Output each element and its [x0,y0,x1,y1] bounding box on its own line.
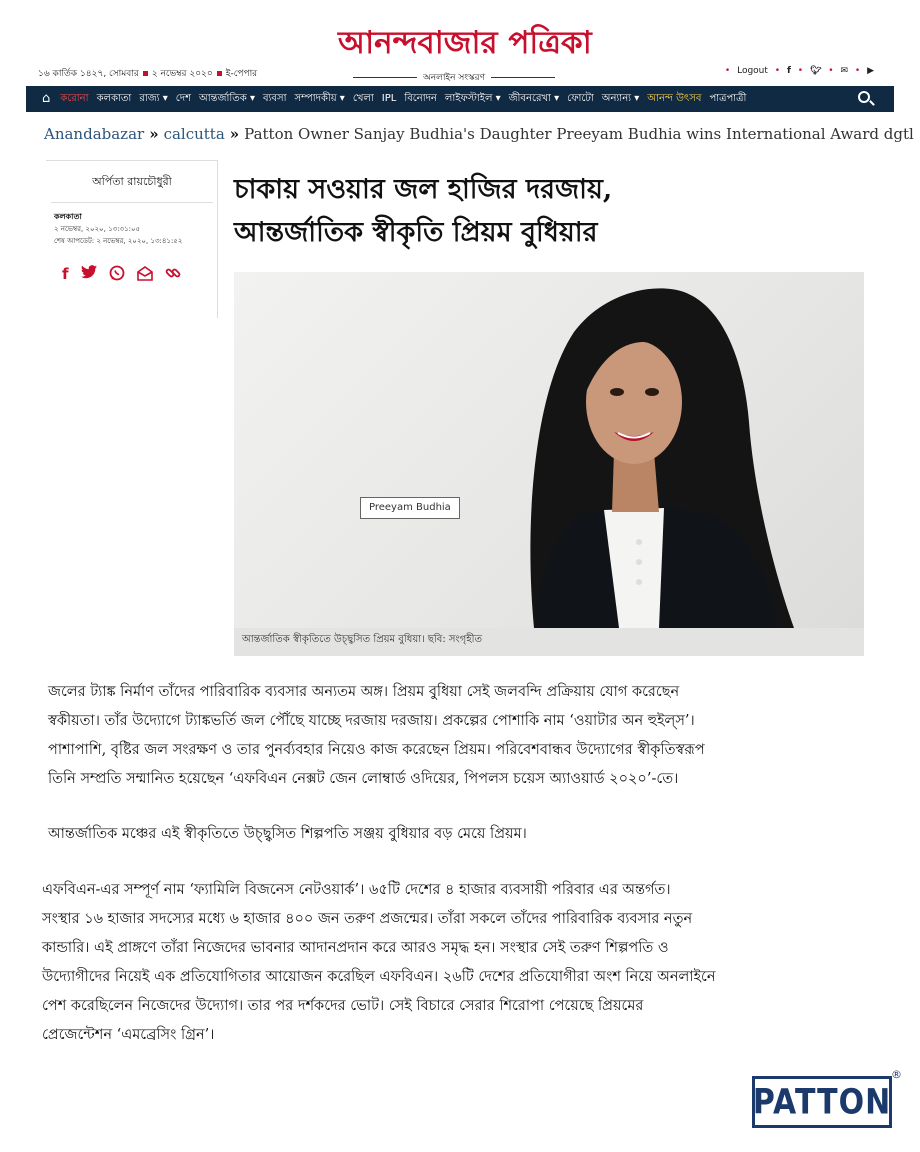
headline-line: আন্তর্জাতিক স্বীকৃতি প্রিয়ম বুধিয়ার [234,217,598,248]
bullet: • [797,66,804,76]
nav-item-lifestyle[interactable]: লাইফস্টাইল ▾ [444,93,501,104]
paragraph-line: প্রেজেন্টেশন ‘এমব্রেসিং গ্রিন’। [42,1027,215,1043]
article-paragraph-3 [42,876,716,1050]
nav-item-sports[interactable]: খেলা [352,93,374,104]
paragraph-line: তিনি সম্প্রতি সম্মানিত হয়েছেন ‘এফবিএন নেক্সট জেন লোম্বার্ড ওদিয়ের, পিপলস চয়েস অ্যাওয়ার্ড ২০২০’-তে। [48,771,679,787]
paragraph-line: সংস্থার ১৬ হাজার সদস্যের মধ্যে ৬ হাজার ৪০০ জন তরুণ প্রজন্মের। তাঁরা সকলে তাঁদের পারিবারিক ব্যবসার নতুন [42,911,693,927]
paragraph-line: কান্ডারি। এই প্রাঙ্গণে তাঁরা নিজেদের ভাবনার আদানপ্রদান করে আরও সমৃদ্ধ হন। সংস্থার সেই তরুণ শিল্পপতি ও [42,940,669,956]
email-icon[interactable]: ✉ [840,66,849,76]
breadcrumb-separator: » [149,125,159,143]
nav-item-ipl[interactable]: IPL [381,93,397,104]
main-nav [26,86,894,112]
utility-links [721,66,874,76]
bullet: • [854,66,861,76]
breadcrumb-home[interactable]: Anandabazar [44,125,145,143]
nav-item-jibonrekha[interactable]: জীবনরেখা ▾ [508,93,560,104]
updated-time: শেষ আপডেট: ২ নভেম্বর, ২০২০, ১৩:৪১:৫২ [54,237,183,245]
paragraph-line: পেশ করেছিলেন নিজেদের উদ্যোগ। তার পর দর্শকদের ভোট। সেই বিচারে সেরার শিরোপা পেয়েছে প্রিয়মের [42,998,644,1014]
masthead [0,0,920,86]
nav-item-international[interactable]: আন্তর্জাতিক ▾ [199,93,255,104]
nav-item-business[interactable]: ব্যবসা [262,93,287,104]
nav-item-entertainment[interactable]: বিনোদন [404,93,437,104]
logout-link[interactable]: Logout [737,66,768,76]
site-logo[interactable] [338,24,592,83]
date-line [38,66,257,81]
whatsapp-icon[interactable] [109,265,125,285]
article-headline [234,168,874,254]
registered-mark: ® [891,1068,902,1081]
facebook-icon[interactable]: f [62,265,69,283]
article-paragraph-2 [48,820,527,849]
paragraph-line: এফবিএন-এর সম্পূর্ণ নাম ‘ফ্যামিলি বিজনেস নেটওয়ার্ক’। ৬৫টি দেশের ৪ হাজার ব্যবসায়ী পরিবার এর অন্তর্গত। [42,882,671,898]
bullet: • [724,66,731,76]
paragraph-line: পাশাপাশি, বৃষ্টির জল সংরক্ষণ ও তার পুনর্ব্যবহার নিয়েও কাজ করেছেন প্রিয়ম। পরিবেশবান্ধব উদ্যোগের স্বীকৃতিস্বরূপ [48,742,705,758]
nav-item-patrapatri[interactable]: পাত্রপাত্রী [709,93,747,104]
photo-name-tag: Preeyam Budhia [360,497,460,519]
bullet: • [828,66,834,76]
article-meta-sidebar [46,160,218,318]
nav-item-country[interactable]: দেশ [175,93,191,104]
dateline-place: কলকাতা [54,212,82,221]
portrait-illustration [234,272,864,628]
english-date-text: ২ নভেম্বর ২০২০ [151,69,213,79]
paragraph-line: স্বকীয়তা। তাঁর উদ্যোগে ট্যাঙ্কভর্তি জল পৌঁছে যাচ্ছে দরজায় দরজায়। প্রকল্পের পোশাকি নাম ‘ওয়াটার অন হুইল্‌স’। [48,713,695,729]
nav-item-photo[interactable]: ফোটো [567,93,594,104]
youtube-icon[interactable]: ▶ [867,66,874,76]
twitter-icon[interactable] [81,265,97,285]
logo-subtitle: অনলাইন সংস্করণ [338,70,570,85]
logo-text: আনন্দবাজার পত্রিকা [338,25,592,61]
breadcrumb-separator: » [229,125,240,143]
share-bar [62,265,181,285]
nav-item-ananda-utsav[interactable]: আনন্দ উৎসব [647,93,702,104]
epaper-link[interactable]: ই-পেপার [225,69,258,79]
breadcrumb-current: Patton Owner Sanjay Budhia's Daughter Preeyam Budhia wins International Award dgtl [244,125,914,143]
twitter-icon[interactable]: 🐦︎ [809,66,822,76]
search-icon[interactable] [858,91,870,103]
email-icon[interactable] [137,265,153,285]
home-icon[interactable]: ⌂ [42,91,51,106]
patton-logo-text: PATTON [752,1081,892,1123]
paragraph-line: উদ্যোগীদের নিয়েই এক প্রতিযোগিতার আয়োজন করেছিল এফবিএন। ২৬টি দেশের প্রতিযোগীরা অংশ নিয়ে অনলাইনে [42,969,716,985]
date-text: ১৬ কার্তিক ১৪২৭, সোমবার [38,69,139,79]
nav-item-corona[interactable]: করোনা [60,93,89,104]
dateline [54,211,217,247]
photo-caption: আন্তর্জাতিক স্বীকৃতিতে উচ্ছ্বসিত প্রিয়ম বুধিয়া। ছবি: সংগৃহীত [234,628,864,656]
nav-item-kolkata[interactable]: কলকাতা [96,93,132,104]
nav-item-state[interactable]: রাজ্য ▾ [139,93,168,104]
nav-item-editorial[interactable]: সম্পাদকীয় ▾ [294,93,345,104]
breadcrumb-section[interactable]: calcutta [163,125,225,143]
nav-item-others[interactable]: অন্যান্য ▾ [601,93,640,104]
published-time: ২ নভেম্বর, ২০২০, ১৩:৩১:০৫ [54,225,141,233]
paragraph-line: আন্তর্জাতিক মঞ্চের এই স্বীকৃতিতে উচ্ছ্বসিত শিল্পপতি সঞ্জয় বুধিয়ার বড় মেয়ে প্রিয়ম। [48,826,527,842]
article-photo [234,272,864,628]
facebook-icon[interactable]: f [786,66,791,76]
headline-line: চাকায় সওয়ার জল হাজির দরজায়, [234,174,613,205]
author-name[interactable]: অর্পিতা রায়চৌধুরী [51,173,213,203]
separator-square [143,71,148,76]
article-paragraph-1 [48,678,705,794]
patton-logo [752,1076,892,1128]
paragraph-line: জলের ট্যাঙ্ক নির্মাণ তাঁদের পারিবারিক ব্যবসার অন্যতম অঙ্গ। প্রিয়ম বুধিয়া সেই জলবন্দি প্রক্রিয়ায় যোগ করেছেন [48,684,680,700]
link-icon[interactable] [165,265,181,285]
breadcrumb [44,125,914,143]
separator-square [217,71,222,76]
bullet: • [774,66,781,76]
